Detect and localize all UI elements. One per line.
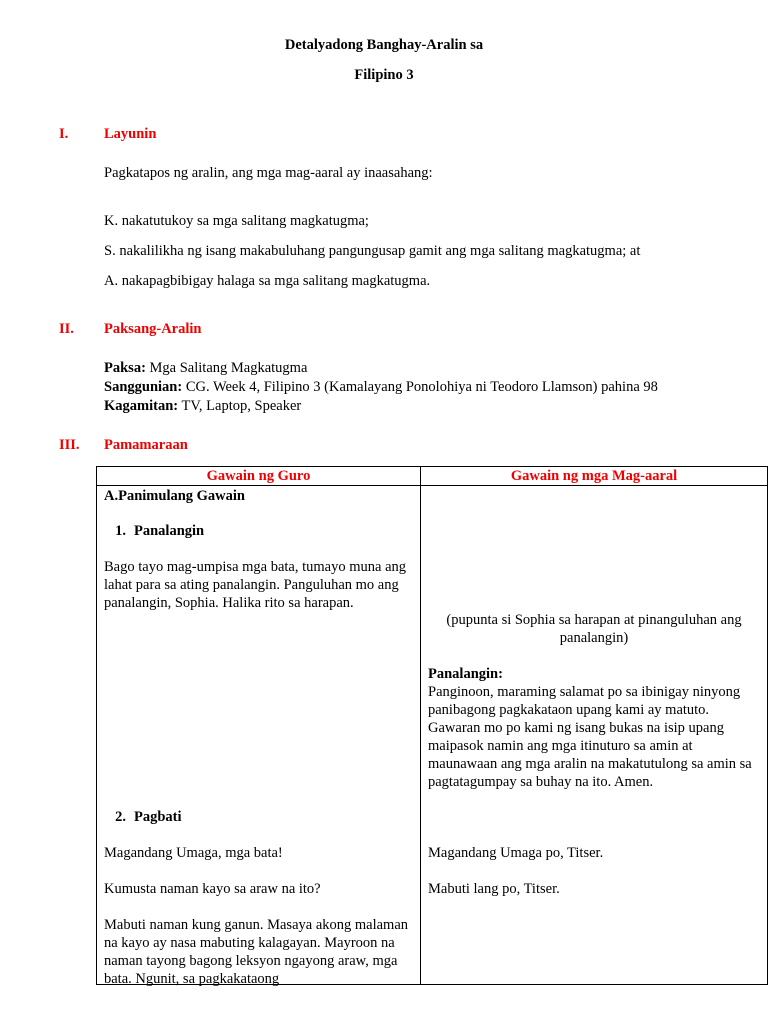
section1-intro: Pagkatapos ng aralin, ang mga mag-aaral ay inaasahang: xyxy=(104,165,433,181)
paksa-line xyxy=(104,360,307,377)
section1-heading: Layunin xyxy=(104,126,157,142)
kagamitan-label: Kagamitan: xyxy=(104,398,179,414)
paksa-label: Paksa: xyxy=(104,360,146,376)
item2-heading xyxy=(104,808,413,826)
section2-numeral: II. xyxy=(59,321,74,337)
sanggunian-value: CG. Week 4, Filipino 3 (Kamalayang Ponolohiya ni Teodoro Llamson) pahina 98 xyxy=(182,379,658,395)
objective-k: K. nakatutukoy sa mga salitang magkatugma; xyxy=(104,213,369,229)
item1-number: 1. xyxy=(115,523,126,539)
sanggunian-line xyxy=(104,379,658,396)
table-header-row xyxy=(97,467,768,486)
section2-heading: Paksang-Aralin xyxy=(104,321,202,337)
prayer-label: Panalangin: xyxy=(428,666,503,682)
student-cell xyxy=(421,486,768,985)
kagamitan-value: TV, Laptop, Speaker xyxy=(178,398,302,414)
lesson-procedure-table xyxy=(96,466,768,985)
section3-numeral: III. xyxy=(59,437,80,453)
sanggunian-label: Sanggunian: xyxy=(104,379,183,395)
section1-numeral: I. xyxy=(59,126,69,142)
wellbeing-reply: Mabuti lang po, Titser. xyxy=(428,881,560,897)
item1-title: Panalangin xyxy=(134,523,205,539)
part-a-heading: A.Panimulang Gawain xyxy=(104,488,245,504)
doc-title-line1: Detalyadong Banghay-Aralin sa xyxy=(284,37,484,53)
table-row xyxy=(97,486,768,985)
kagamitan-line xyxy=(104,398,301,415)
prayer-text: Panginoon, maraming salamat po sa ibinigay ninyong panibagong pagkakataon upang kami ay matuto. Gawaran mo po kami ng isang bukas na isip upang maipasok namin ang mga itinuturo sa amin at maunawaan ang mga aralin na makatutulong sa amin sa pagtatagumpay sa buhay na ito. Amen. xyxy=(428,684,752,790)
item1-text: Bago tayo mag-umpisa mga bata, tumayo muna ang lahat para sa ating panalangin. Panguluhan mo ang panalangin, Sophia. Halika rito sa harapan. xyxy=(104,559,407,611)
greeting-reply: Magandang Umaga po, Titser. xyxy=(428,845,604,861)
greeting-teacher: Magandang Umaga, mga bata! xyxy=(104,845,283,861)
paksa-value: Mga Salitang Magkatugma xyxy=(145,360,308,376)
teacher-column-header: Gawain ng Guro xyxy=(97,467,421,486)
teacher-response-text: Mabuti naman kung ganun. Masaya akong malaman na kayo ay nasa mabuting kalagayan. Mayroon na naman tayong bagong leksyon ngayong araw, mga bata. Ngunit, sa pagkakataong xyxy=(104,917,409,987)
objective-a: A. nakapagbibigay halaga sa mga salitang magkatugma. xyxy=(104,273,431,289)
item2-title: Pagbati xyxy=(134,809,182,825)
teacher-cell xyxy=(97,486,421,985)
item2-number: 2. xyxy=(115,809,126,825)
section3-heading: Pamamaraan xyxy=(104,437,188,453)
student-action: (pupunta si Sophia sa harapan at pinanguluhan ang panalangin) xyxy=(446,612,742,646)
doc-title-line2: Filipino 3 xyxy=(354,67,414,83)
student-column-header: Gawain ng mga Mag-aaral xyxy=(421,467,768,486)
question-teacher: Kumusta naman kayo sa araw na ito? xyxy=(104,881,321,897)
objective-s: S. nakalilikha ng isang makabuluhang pangungusap gamit ang mga salitang magkatugma; at xyxy=(104,243,641,259)
item1-heading xyxy=(104,522,413,540)
